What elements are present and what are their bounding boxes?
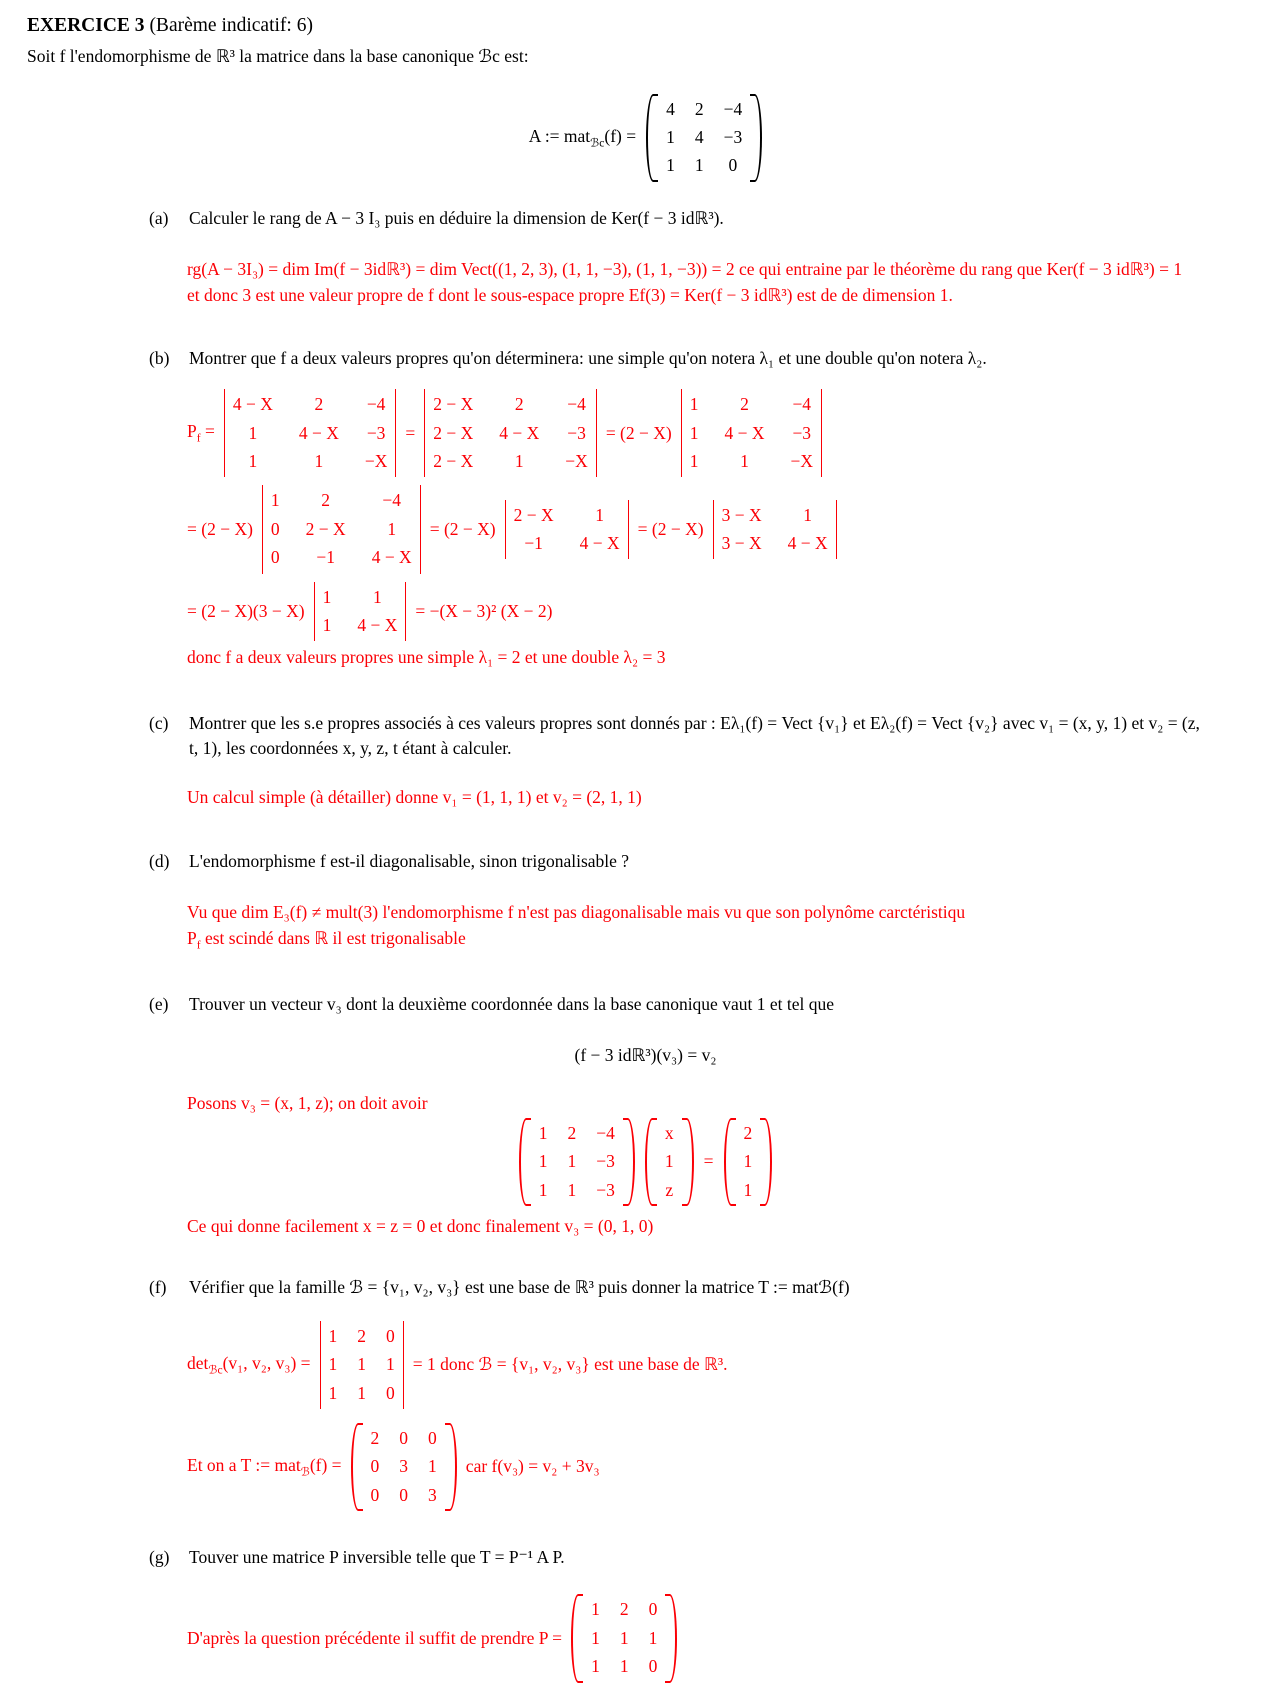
- matrix-cell: 1: [248, 422, 258, 443]
- matrix-cell: 4 − X: [499, 422, 540, 443]
- paren-right: [750, 94, 762, 182]
- paren-left: [519, 1118, 531, 1206]
- p-lhs: D'après la question précédente il suffit de prendre P =: [187, 1627, 563, 1648]
- answer-e-posons: Posons v₃ = (x, 1, z); on doit avoir: [187, 1092, 428, 1113]
- paren-right: [665, 1594, 677, 1682]
- matrix-cell: 0: [399, 1484, 409, 1505]
- matrix-cell: −3: [567, 422, 586, 443]
- matrix-cell: 3: [428, 1484, 437, 1505]
- pf-line-3: [187, 582, 1264, 642]
- matrix-cell: 0: [728, 155, 738, 176]
- matrix-cell: 4 − X: [787, 532, 828, 553]
- matrix-cell: 1: [357, 1354, 367, 1375]
- matrix-cell: 0: [270, 518, 280, 539]
- matrix-cell: −4: [723, 98, 743, 119]
- det-bar: [395, 389, 396, 477]
- exercise-title: [27, 12, 1264, 40]
- matrix-cell: 1: [538, 1179, 548, 1200]
- matrix-cell: x: [664, 1122, 674, 1143]
- item-e-label: (e): [149, 993, 169, 1014]
- matrix-cell: 1: [567, 1179, 577, 1200]
- matrix-cell: 1: [387, 518, 397, 539]
- matrix-cell: 1: [270, 490, 280, 511]
- matrix-cell: 4 − X: [724, 422, 765, 443]
- item-c: [149, 711, 1264, 762]
- det-6: [713, 500, 837, 560]
- matrix-cell: 4 − X: [371, 547, 412, 568]
- matrix-cell: −X: [790, 451, 814, 472]
- matrix-cell: 4: [666, 98, 675, 119]
- matrix-cell: 3 − X: [721, 504, 762, 525]
- matrix-a-lhs: A := mat$_{ℬc}$(f) =: [528, 125, 637, 150]
- matrix-cell: −4: [596, 1122, 615, 1143]
- matrix-cell: 1: [689, 394, 699, 415]
- matrix-cell: 4 − X: [298, 422, 339, 443]
- matrix-cell: 1: [619, 1656, 629, 1677]
- matrix-cell: 2: [619, 1599, 629, 1620]
- t-lhs: Et on a T := mat$_ℬ$(f) =: [187, 1454, 342, 1479]
- det-bar: [405, 582, 406, 642]
- item-b-text: Montrer que f a deux valeurs propres qu'on déterminera: une simple qu'on notera λ₁ et une double qu'on notera λ₂.: [189, 347, 987, 368]
- det-1: [224, 389, 397, 477]
- matrix-cell: 1: [428, 1456, 437, 1477]
- equals-sign: =: [405, 422, 416, 443]
- item-e-display-eq: (f − 3 idℝ³)(v₃) = v₂: [574, 1045, 717, 1066]
- matrix-cell: 1: [322, 614, 332, 635]
- pf-lhs: $P_f$ =: [187, 421, 215, 445]
- answer-d: [187, 900, 1264, 954]
- paren-left: [724, 1118, 736, 1206]
- answer-f-det-line: [187, 1321, 1264, 1409]
- vector-xz: [645, 1118, 694, 1206]
- matrix-cell: 1: [591, 1627, 600, 1648]
- det-bar: [628, 500, 629, 560]
- exercise-title-rest: (Barème indicatif: 6): [144, 15, 313, 36]
- matrix-cell: 1: [322, 586, 332, 607]
- matrix-cell: 1: [248, 451, 258, 472]
- item-g: [149, 1545, 1264, 1570]
- matrix-cell: 1: [743, 1151, 753, 1172]
- matrix-cell: 1: [591, 1656, 600, 1677]
- matrix-cell: 0: [386, 1382, 395, 1403]
- matrix-cell: 1: [538, 1122, 548, 1143]
- det-bar: [596, 389, 597, 477]
- matrix-p: [571, 1594, 677, 1682]
- matrix-cell: −1: [316, 547, 335, 568]
- matrix-cell: −4: [382, 490, 401, 511]
- matrix-cell: 2 − X: [433, 394, 474, 415]
- matrix-cell: 2: [743, 1122, 753, 1143]
- item-a: [149, 206, 1264, 231]
- det-bar: [836, 500, 837, 560]
- det-bar: [821, 389, 822, 477]
- matrix-cell: 2: [694, 98, 704, 119]
- matrix-cell: 1: [328, 1325, 338, 1346]
- matrix-cell: 1: [567, 1151, 577, 1172]
- answer-d-line1: Vu que dim E₃(f) ≠ mult(3) l'endomorphisme f n'est pas diagonalisable mais vu que son polynôme carctéristiqu: [187, 902, 966, 923]
- matrix-cell: z: [665, 1179, 674, 1200]
- matrix-a-equation: [27, 94, 1264, 182]
- matrix-cell: 1: [689, 451, 699, 472]
- matrix-cell: 2: [314, 394, 324, 415]
- matrix-cell: 2: [514, 394, 524, 415]
- matrix-cell: 0: [428, 1427, 437, 1448]
- matrix-cell: 0: [370, 1484, 380, 1505]
- matrix-cell: 1: [357, 1382, 367, 1403]
- item-a-label: (a): [149, 207, 169, 228]
- matrix-a: [646, 94, 762, 182]
- matrix-cell: 3: [399, 1456, 409, 1477]
- paren-right: [682, 1118, 694, 1206]
- det-2: [424, 389, 597, 477]
- matrix-cell: 1: [538, 1151, 548, 1172]
- t-justification: car f(v₃) = v₂ + 3v₃: [465, 1456, 600, 1477]
- matrix-cell: 4 − X: [357, 614, 398, 635]
- factor-product: = (2 − X)(3 − X): [187, 600, 305, 621]
- matrix-cell: −X: [364, 451, 388, 472]
- matrix-cell: 0: [648, 1656, 658, 1677]
- factor-2-minus-x: = (2 − X): [187, 518, 253, 539]
- matrix-cell: 4: [694, 127, 704, 148]
- matrix-cell: −3: [596, 1179, 615, 1200]
- matrix-cell: 2 − X: [305, 518, 346, 539]
- item-f: [149, 1275, 1264, 1300]
- paren-left: [571, 1594, 583, 1682]
- matrix-cell: 1: [314, 451, 324, 472]
- matrix-cell: 1: [595, 504, 605, 525]
- item-c-text: Montrer que les s.e propres associés à ces valeurs propres sont donnés par : Eλ₁(f) = Vect {v₁} et Eλ₂(f) = Vect {v₂} avec v₁ = (x, y, 1) et v₂ = (z, t, 1), les coordonnées x, y, z, t étant à calculer.: [189, 712, 1200, 759]
- vector-rhs: [724, 1118, 773, 1206]
- matrix-cell: 1: [648, 1627, 658, 1648]
- answer-e-matrix-equation: [27, 1118, 1264, 1206]
- item-g-label: (g): [149, 1547, 170, 1567]
- matrix-cell: 1: [619, 1627, 629, 1648]
- matrix-cell: −1: [524, 532, 543, 553]
- matrix-cell: 0: [270, 547, 280, 568]
- matrix-cell: 2 − X: [513, 504, 554, 525]
- factor-2-minus-x: = (2 − X): [429, 518, 496, 539]
- matrix-cell: −4: [567, 394, 586, 415]
- answer-a: rg(A − 3I₃) = dim Im(f − 3idℝ³) = dim Vect((1, 2, 3), (1, 1, −3), (1, 1, −3)) = 2 ce qui entraine par le théorème du rang que Ker(f − 3 idℝ³) = 1 et donc 3 est une valeur propre de f dont le sous-espace propre Ef(3) = Ker(f − 3 idℝ³) est de de dimension 1.: [187, 259, 1183, 305]
- item-a-text: Calculer le rang de A − 3 I₃ puis en déduire la dimension de Ker(f − 3 idℝ³).: [189, 207, 724, 228]
- matrix-cell: 4 − X: [232, 394, 273, 415]
- matrix-cell: 1: [666, 127, 675, 148]
- matrix-cell: −4: [792, 394, 812, 415]
- item-e: [149, 992, 1264, 1017]
- intro-text: Soit f l'endomorphisme de ℝ³ la matrice dans la base canonique ℬc est:: [27, 46, 529, 67]
- pf-line-1: [187, 389, 1264, 477]
- answer-b-conclusion: donc f a deux valeurs propres une simple λ₁ = 2 et une double λ₂ = 3: [187, 647, 666, 668]
- matrix-cell: −3: [792, 422, 812, 443]
- matrix-cell: 1: [328, 1382, 338, 1403]
- matrix-cell: 1: [328, 1354, 338, 1375]
- item-e-text: Trouver un vecteur v₃ dont la deuxième coordonnée dans la base canonique vaut 1 et tel que: [189, 993, 834, 1014]
- item-b-label: (b): [149, 347, 170, 368]
- matrix-cell: 2: [740, 394, 749, 415]
- equals-sign: =: [703, 1151, 714, 1172]
- matrix-cell: 1: [803, 504, 812, 525]
- matrix-cell: −4: [366, 394, 386, 415]
- matrix-cell: 1: [372, 586, 382, 607]
- det-bar: [420, 485, 421, 573]
- matrix-cell: 1: [743, 1179, 753, 1200]
- item-d-label: (d): [149, 850, 170, 871]
- item-c-label: (c): [149, 712, 169, 733]
- det-basis: [320, 1321, 404, 1409]
- item-g-text: Touver une matrice P inversible telle que T = P⁻¹ A P.: [189, 1547, 565, 1567]
- matrix-cell: −3: [366, 422, 386, 443]
- matrix-cell: 0: [386, 1325, 395, 1346]
- factor-2-minus-x: = (2 − X): [605, 422, 672, 443]
- matrix-cell: 4 − X: [579, 532, 620, 553]
- matrix-cell: 1: [664, 1151, 674, 1172]
- det-lhs: $\det_{ℬc}(v_1$, v₂, v₃) =: [187, 1352, 311, 1377]
- matrix-cell: −3: [723, 127, 743, 148]
- answer-f-t-line: [187, 1423, 1264, 1511]
- paren-left: [645, 1118, 657, 1206]
- matrix-t: [351, 1423, 457, 1511]
- det-4: [262, 485, 421, 573]
- matrix-cell: 3 − X: [721, 532, 762, 553]
- matrix-cell: 2 − X: [433, 451, 474, 472]
- item-f-text: Vérifier que la famille ℬ = {v₁, v₂, v₃} est une base de ℝ³ puis donner la matrice T := matℬ(f): [189, 1277, 850, 1298]
- matrix-cell: 1: [694, 155, 704, 176]
- pf-line-2: [187, 485, 1264, 573]
- answer-d-line2: $P_f$ est scindé dans ℝ il est trigonalisable: [187, 927, 466, 952]
- matrix-cell: 1: [386, 1354, 395, 1375]
- matrix-cell: 1: [666, 155, 675, 176]
- det-result-text: = 1 donc ℬ = {v₁, v₂, v₃} est une base de ℝ³.: [412, 1354, 728, 1375]
- matrix-cell: 1: [514, 451, 524, 472]
- det-3: [681, 389, 822, 477]
- matrix-cell: 2 − X: [433, 422, 474, 443]
- exercise-title-bold: EXERCICE 3: [27, 15, 145, 36]
- paren-right: [445, 1423, 457, 1511]
- matrix-cell: −3: [596, 1151, 615, 1172]
- answer-e-conclusion: Ce qui donne facilement x = z = 0 et donc finalement v₃ = (0, 1, 0): [187, 1216, 654, 1236]
- answer-c: Un calcul simple (à détailler) donne v₁ = (1, 1, 1) et v₂ = (2, 1, 1): [187, 787, 642, 808]
- item-d-text: L'endomorphisme f est-il diagonalisable, sinon trigonalisable ?: [189, 850, 630, 871]
- matrix-cell: −X: [565, 451, 588, 472]
- matrix-cell: 1: [689, 422, 699, 443]
- matrix-cell: 0: [370, 1456, 380, 1477]
- matrix-cell: 2: [357, 1325, 367, 1346]
- pf-result: = −(X − 3)² (X − 2): [415, 600, 553, 621]
- item-f-label: (f): [149, 1277, 167, 1298]
- paren-right: [760, 1118, 772, 1206]
- matrix-cell: 1: [740, 451, 749, 472]
- matrix-cell: 0: [648, 1599, 658, 1620]
- matrix-e-coeff: [519, 1118, 635, 1206]
- paren-right: [623, 1118, 635, 1206]
- answer-g-line: [187, 1594, 1264, 1682]
- paren-left: [351, 1423, 363, 1511]
- matrix-cell: 2: [567, 1122, 577, 1143]
- item-d: [149, 849, 1264, 874]
- matrix-cell: 0: [399, 1427, 409, 1448]
- matrix-a-grid: [658, 94, 750, 182]
- det-bar: [403, 1321, 404, 1409]
- item-b: [149, 346, 1264, 371]
- det-7: [314, 582, 407, 642]
- matrix-cell: 2: [321, 490, 331, 511]
- matrix-cell: 1: [591, 1599, 600, 1620]
- paren-left: [646, 94, 658, 182]
- det-5: [505, 500, 629, 560]
- matrix-cell: 2: [370, 1427, 380, 1448]
- factor-2-minus-x: = (2 − X): [637, 518, 704, 539]
